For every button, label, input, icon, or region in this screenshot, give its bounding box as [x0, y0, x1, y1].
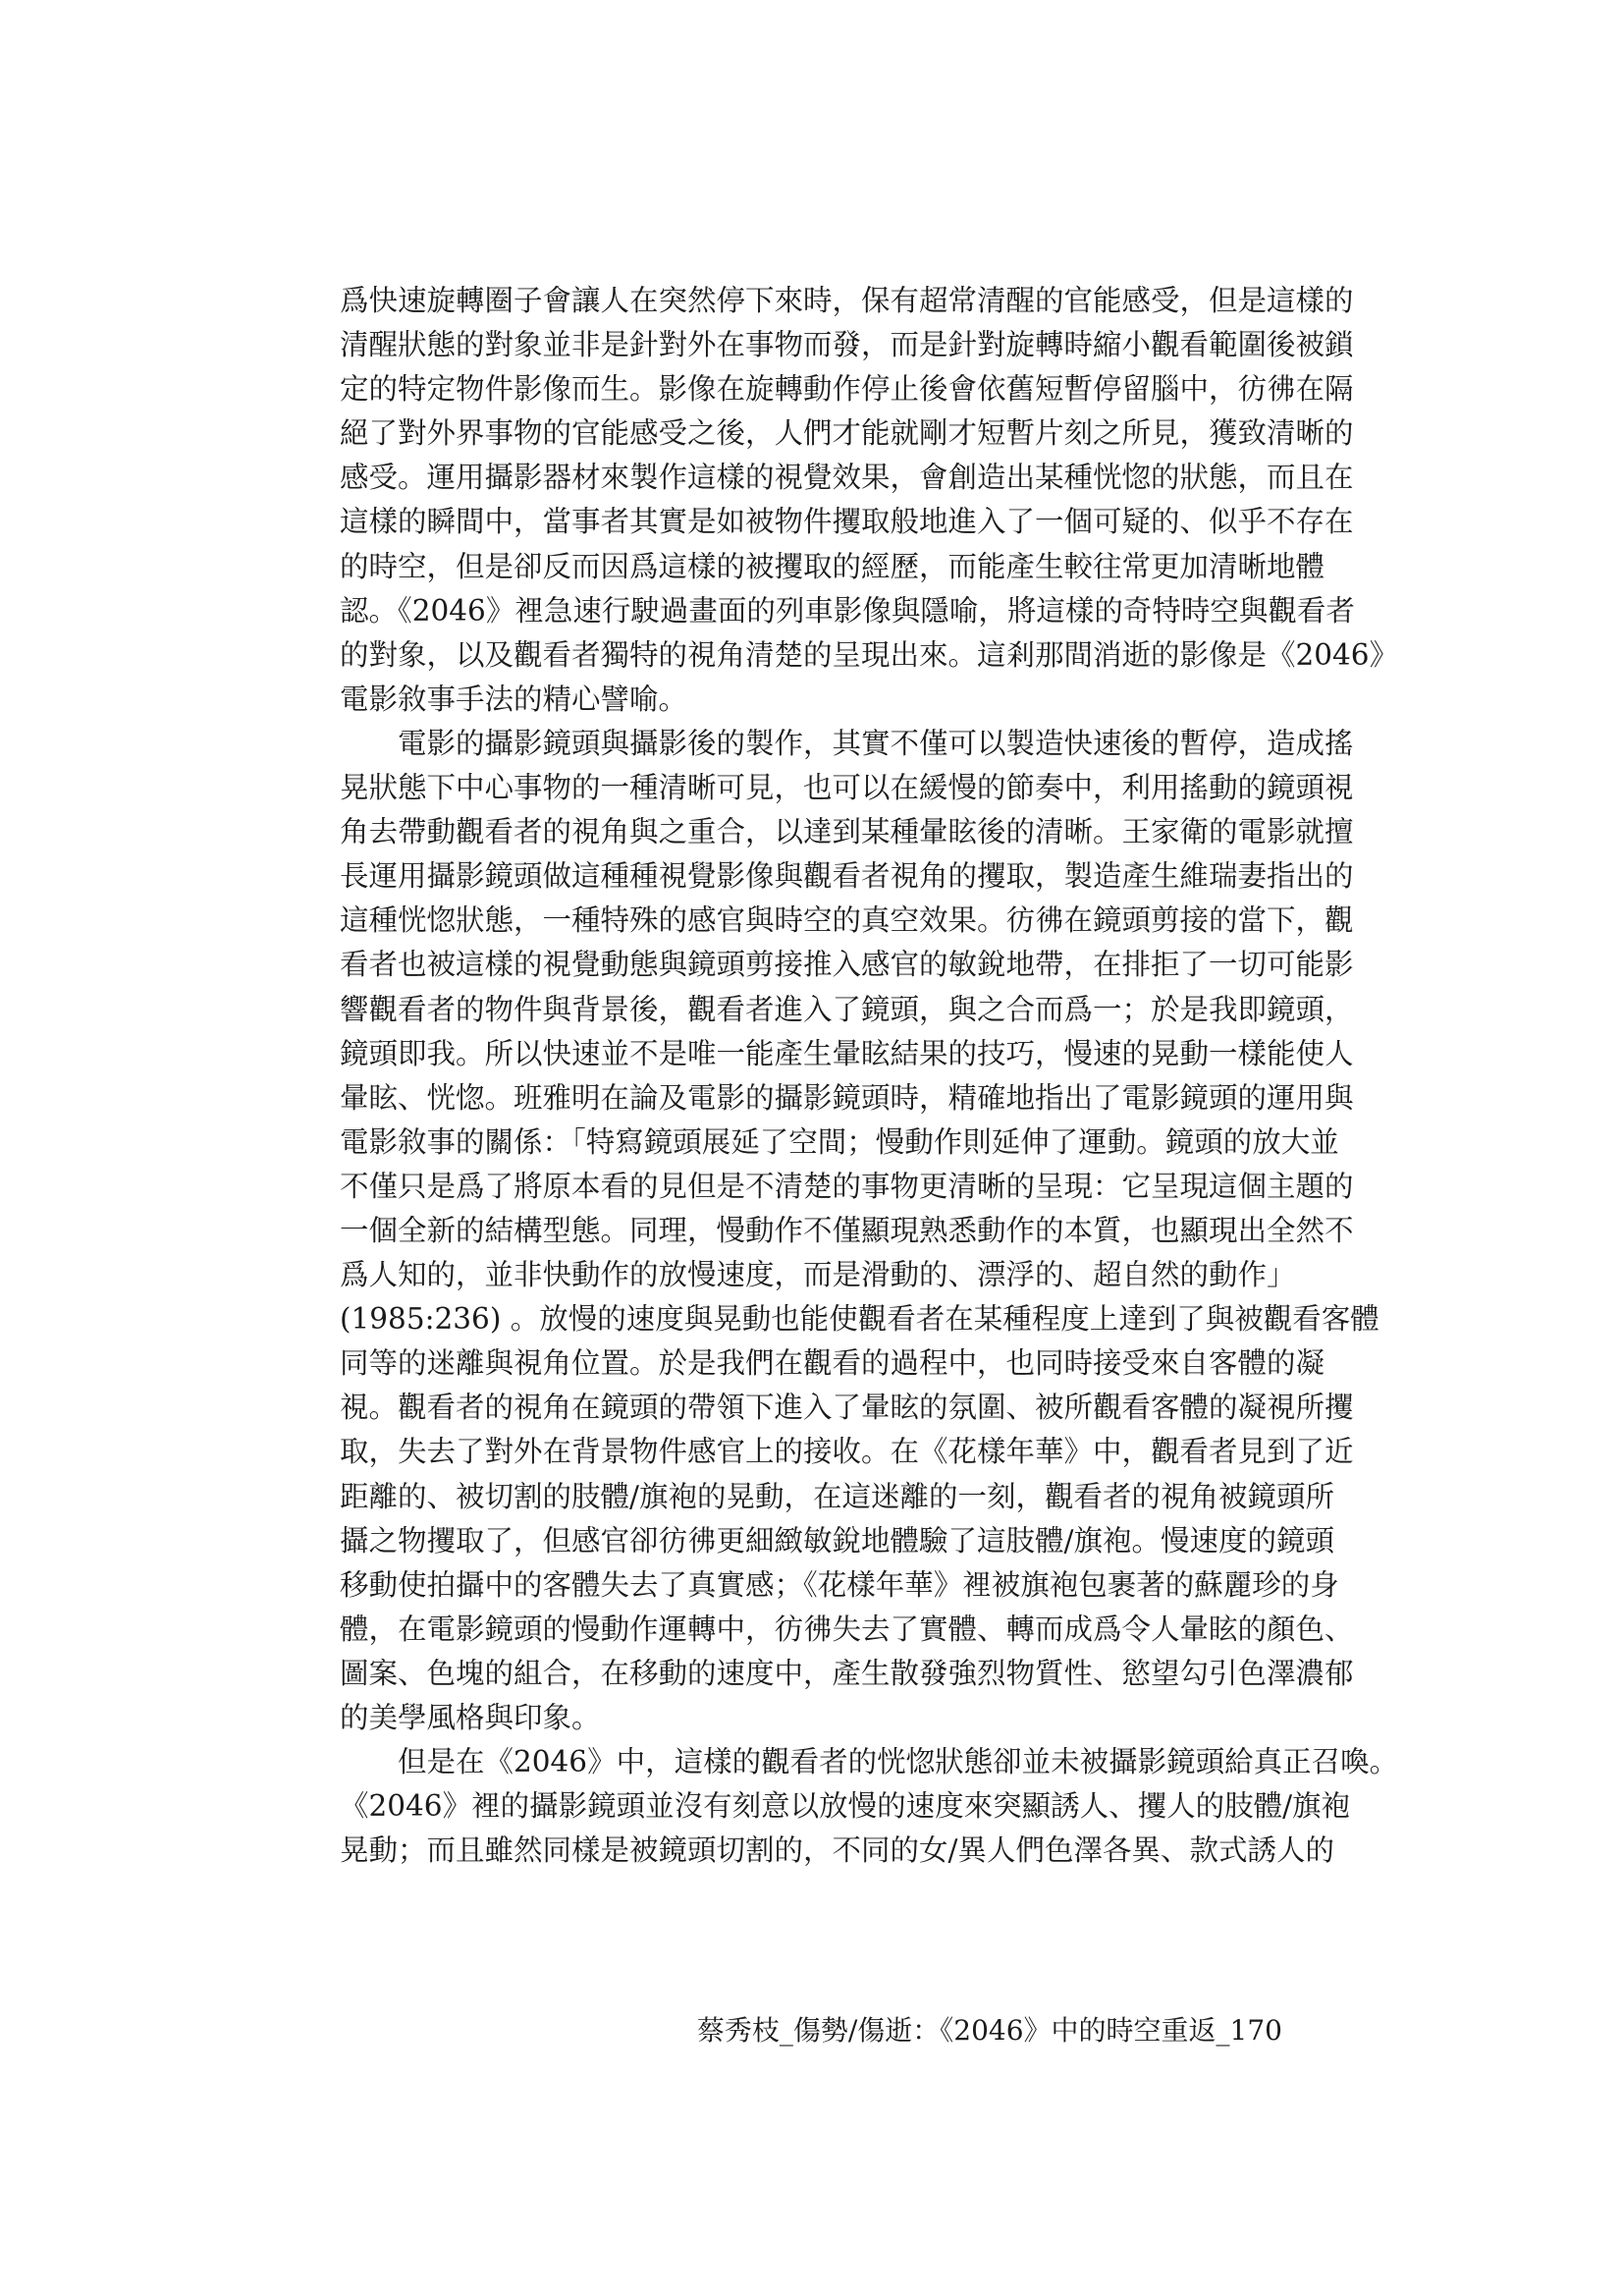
text-line: 定的特定物件影像而生。影像在旋轉動作停止後會依舊短暫停留腦中，彷彿在隔 — [340, 372, 1354, 407]
text-line: 角去帶動觀看者的視角與之重合，以達到某種暈眩後的清晰。王家衛的電影就擅 — [340, 815, 1354, 849]
text-line: 電影敘事的關係：「特寫鏡頭展延了空間；慢動作則延伸了運動。鏡頭的放大並 — [340, 1124, 1339, 1159]
text-line: 的美學風格與印象。 — [340, 1701, 601, 1734]
text-line: (1985:236) 。放慢的速度與晃動也能使觀看者在某種程度上達到了與被觀看客體 — [340, 1302, 1379, 1337]
text-line: 一個全新的結構型態。同理，慢動作不僅顯現熟悉動作的本質，也顯現出全然不 — [340, 1213, 1354, 1247]
text-line: 清醒狀態的對象並非是針對外在事物而發，而是針對旋轉時縮小觀看範圍後被鎖 — [340, 328, 1354, 362]
text-line: 絕了對外界事物的官能感受之後，人們才能就剛才短暫片刻之所見，獲致清晰的 — [340, 416, 1354, 451]
text-line: 不僅只是爲了將原本看的見但是不清楚的事物更清晰的呈現：它呈現這個主題的 — [340, 1169, 1354, 1203]
text-line: 響觀看者的物件與背景後，觀看者進入了鏡頭，與之合而爲一；於是我即鏡頭， — [340, 992, 1354, 1026]
text-line: 取，失去了對外在背景物件感官上的接收。在《花樣年華》中，觀看者見到了近 — [340, 1435, 1354, 1469]
text-line: 這種恍惚狀態，一種特殊的感官與時空的真空效果。彷彿在鏡頭剪接的當下，觀 — [340, 903, 1354, 938]
text-line: 晃狀態下中心事物的一種清晰可見，也可以在緩慢的節奏中，利用搖動的鏡頭視 — [340, 771, 1354, 805]
page-footer: 蔡秀枝_傷勢/傷逝：《2046》中的時空重返_170 — [696, 2014, 1282, 2047]
text-line: 鏡頭即我。所以快速並不是唯一能產生暈眩結果的技巧，慢速的晃動一樣能使人 — [340, 1036, 1354, 1070]
text-line: 認。《2046》裡急速行駛過畫面的列車影像與隱喻，將這樣的奇特時空與觀看者 — [340, 593, 1355, 628]
text-line: 爲快速旋轉圈子會讓人在突然停下來時，保有超常清醒的官能感受，但是這樣的 — [340, 284, 1354, 317]
text-line: 體，在電影鏡頭的慢動作運轉中，彷彿失去了實體、轉而成爲令人暈眩的顏色、 — [340, 1612, 1354, 1646]
text-line: 的對象，以及觀看者獨特的視角清楚的呈現出來。這剎那間消逝的影像是《2046》 — [340, 637, 1399, 672]
text-line: 暈眩、恍惚。班雅明在論及電影的攝影鏡頭時，精確地指出了電影鏡頭的運用與 — [340, 1080, 1354, 1115]
text-line: 圖案、色塊的組合，在移動的速度中，產生散發強烈物質性、慾望勾引色澤濃郁 — [340, 1656, 1354, 1690]
text-line: 爲人知的，並非快動作的放慢速度，而是滑動的、漂浮的、超自然的動作」 — [340, 1258, 1296, 1292]
body-text — [340, 279, 1399, 1873]
text-line: 視。觀看者的視角在鏡頭的帶領下進入了暈眩的氛圍、被所觀看客體的凝視所攫 — [340, 1391, 1354, 1425]
text-line: 看者也被這樣的視覺動態與鏡頭剪接推入感官的敏銳地帶，在排拒了一切可能影 — [340, 948, 1354, 982]
paragraph — [340, 722, 1379, 1740]
paragraph — [340, 1740, 1399, 1873]
text-line: 這樣的瞬間中，當事者其實是如被物件攫取般地進入了一個可疑的、似乎不存在 — [340, 505, 1354, 539]
text-line: 電影敘事手法的精心譬喻。 — [340, 682, 688, 716]
text-line: 電影的攝影鏡頭與攝影後的製作，其實不僅可以製造快速後的暫停，造成搖 — [340, 726, 1354, 760]
text-line: 感受。運用攝影器材來製作這樣的視覺效果，會創造出某種恍惚的狀態，而且在 — [340, 461, 1354, 495]
text-line: 攝之物攫取了，但感官卻彷彿更細緻敏銳地體驗了這肢體/旗袍。慢速度的鏡頭 — [340, 1523, 1334, 1558]
text-line: 《2046》裡的攝影鏡頭並沒有刻意以放慢的速度來突顯誘人、攫人的肢體/旗袍 — [340, 1789, 1351, 1824]
text-line: 移動使拍攝中的客體失去了真實感；《花樣年華》裡被旗袍包裹著的蘇麗珍的身 — [340, 1567, 1339, 1602]
text-line: 同等的迷離與視角位置。於是我們在觀看的過程中，也同時接受來自客體的凝 — [340, 1346, 1325, 1381]
text-line: 晃動；而且雖然同樣是被鏡頭切割的，不同的女/異人們色澤各異、款式誘人的 — [340, 1833, 1334, 1868]
text-line: 距離的、被切割的肢體/旗袍的晃動，在這迷離的一刻，觀看者的視角被鏡頭所 — [340, 1479, 1334, 1513]
text-line: 長運用攝影鏡頭做這種種視覺影像與觀看者視角的攫取，製造產生維瑞妻指出的 — [340, 859, 1354, 894]
paragraph — [340, 279, 1399, 722]
text-line: 的時空，但是卻反而因爲這樣的被攫取的經歷，而能產生較往常更加清晰地體 — [340, 549, 1325, 583]
text-line: 但是在《2046》中，這樣的觀看者的恍惚狀態卻並未被攝影鏡頭給真正召喚。 — [340, 1745, 1399, 1779]
